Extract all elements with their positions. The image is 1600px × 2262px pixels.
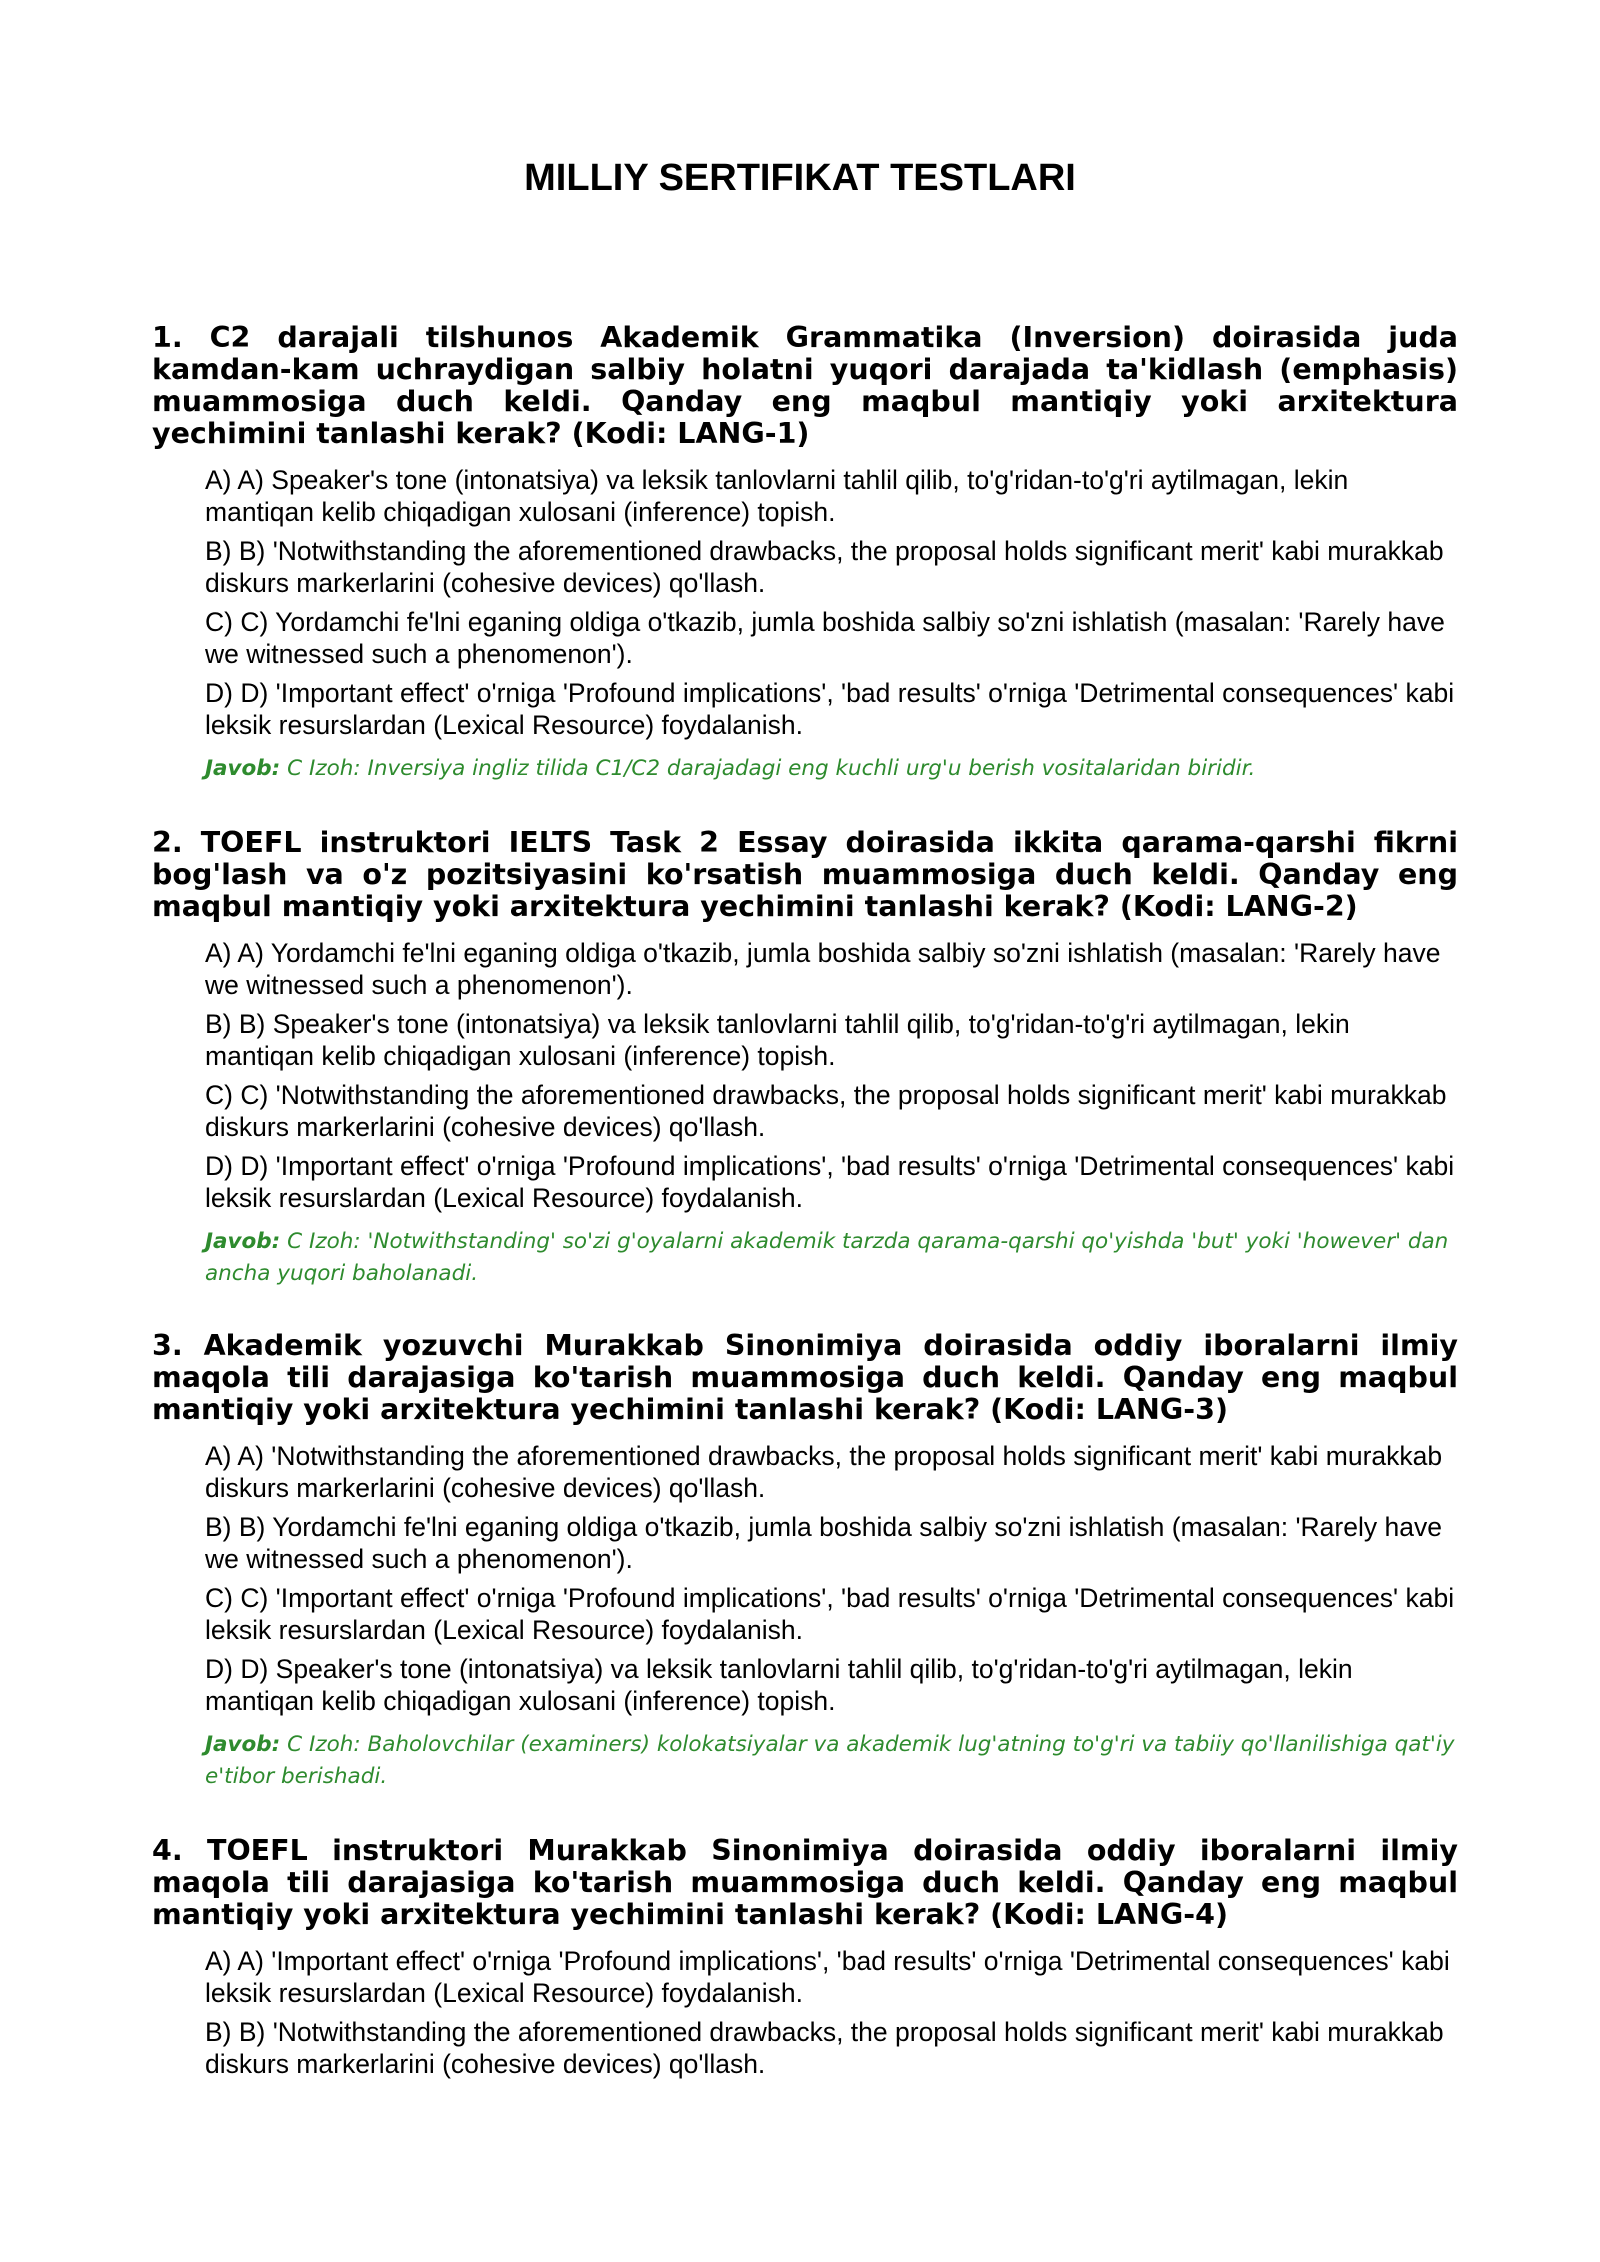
answer-label: Javob: bbox=[205, 756, 281, 781]
option-c: C) C) 'Important effect' o'rniga 'Profound implications', 'bad results' o'rniga 'Detrimental consequences' kabi leksik resurslardan (Lexical Resource) foydalanish. bbox=[205, 1583, 1455, 1645]
answer-label: Javob: bbox=[205, 1732, 281, 1757]
option-a: A) A) 'Important effect' o'rniga 'Profound implications', 'bad results' o'rniga 'Detrimental consequences' kabi leksik resurslardan (Lexical Resource) foydalanish. bbox=[205, 1946, 1450, 2008]
question-2 bbox=[152, 827, 1458, 1290]
option-c: C) C) Yordamchi fe'lni eganing oldiga o'tkazib, jumla boshida salbiy so'zni ishlatish (masalan: 'Rarely have we witnessed such a phenomenon'). bbox=[205, 607, 1445, 669]
answer-label: Javob: bbox=[205, 1229, 281, 1254]
answer-note bbox=[205, 753, 1458, 785]
question-4 bbox=[152, 1835, 1458, 2087]
option-b: B) B) Speaker's tone (intonatsiya) va leksik tanlovlarni tahlil qilib, to'g'ridan-to'g'ri aytilmagan, lekin mantiqan kelib chiqadigan xulosani (inference) topish. bbox=[205, 1009, 1350, 1071]
question-3 bbox=[152, 1330, 1458, 1793]
question-text: 4. TOEFL instruktori Murakkab Sinonimiya doirasida oddiy iboralarni ilmiy maqola tili darajasiga ko'tarish muammosiga duch keldi. Qanday eng maqbul mantiqiy yoki arxitektura yechimini tanlashi kerak? (Kodi: LANG-4) bbox=[152, 1834, 1458, 1931]
answer-text: C Izoh: Inversiya ingliz tilida C1/C2 darajadagi eng kuchli urg'u berish vositalaridan biridir. bbox=[287, 756, 1256, 781]
question-text: 1. C2 darajali tilshunos Akademik Grammatika (Inversion) doirasida juda kamdan-kam uchraydigan salbiy holatni yuqori darajada ta'kidlash (emphasis) muammosiga duch keldi. Qanday eng maqbul mantiqiy yoki arxitektura yechimini tanlashi kerak? (Kodi: LANG-1) bbox=[152, 321, 1458, 450]
answer-text: C Izoh: 'Notwithstanding' so'zi g'oyalarni akademik tarzda qarama-qarshi qo'yishda 'but' yoki 'however' dan ancha yuqori baholanadi. bbox=[205, 1229, 1449, 1286]
answer-note bbox=[205, 1729, 1458, 1793]
option-d: D) D) 'Important effect' o'rniga 'Profound implications', 'bad results' o'rniga 'Detrimental consequences' kabi leksik resurslardan (Lexical Resource) foydalanish. bbox=[205, 1151, 1455, 1213]
option-c: C) C) 'Notwithstanding the aforementioned drawbacks, the proposal holds significant merit' kabi murakkab diskurs markerlarini (cohesive devices) qo'llash. bbox=[205, 1080, 1447, 1142]
option-a: A) A) Speaker's tone (intonatsiya) va leksik tanlovlarni tahlil qilib, to'g'ridan-to'g'ri aytilmagan, lekin mantiqan kelib chiqadigan xulosani (inference) topish. bbox=[205, 465, 1349, 527]
option-d: D) D) Speaker's tone (intonatsiya) va leksik tanlovlarni tahlil qilib, to'g'ridan-to'g'ri aytilmagan, lekin mantiqan kelib chiqadigan xulosani (inference) topish. bbox=[205, 1654, 1353, 1716]
option-a: A) A) 'Notwithstanding the aforementioned drawbacks, the proposal holds significant merit' kabi murakkab diskurs markerlarini (cohesive devices) qo'llash. bbox=[205, 1441, 1443, 1503]
question-1 bbox=[152, 322, 1458, 785]
option-b: B) B) 'Notwithstanding the aforementioned drawbacks, the proposal holds significant merit' kabi murakkab diskurs markerlarini (cohesive devices) qo'llash. bbox=[205, 2017, 1444, 2079]
answer-text: C Izoh: Baholovchilar (examiners) kolokatsiyalar va akademik lug'atning to'g'ri va tabiiy qo'llanilishiga qat'iy e'tibor berishadi. bbox=[205, 1732, 1455, 1789]
option-a: A) A) Yordamchi fe'lni eganing oldiga o'tkazib, jumla boshida salbiy so'zni ishlatish (masalan: 'Rarely have we witnessed such a phenomenon'). bbox=[205, 938, 1441, 1000]
option-b: B) B) 'Notwithstanding the aforementioned drawbacks, the proposal holds significant merit' kabi murakkab diskurs markerlarini (cohesive devices) qo'llash. bbox=[205, 536, 1444, 598]
option-d: D) D) 'Important effect' o'rniga 'Profound implications', 'bad results' o'rniga 'Detrimental consequences' kabi leksik resurslardan (Lexical Resource) foydalanish. bbox=[205, 678, 1455, 740]
question-text: 3. Akademik yozuvchi Murakkab Sinonimiya doirasida oddiy iboralarni ilmiy maqola tili darajasiga ko'tarish muammosiga duch keldi. Qanday eng maqbul mantiqiy yoki arxitektura yechimini tanlashi kerak? (Kodi: LANG-3) bbox=[152, 1329, 1458, 1426]
answer-note bbox=[205, 1226, 1458, 1290]
page-title: MILLIY SERTIFIKAT TESTLARI bbox=[524, 157, 1076, 199]
question-text: 2. TOEFL instruktori IELTS Task 2 Essay doirasida ikkita qarama-qarshi fikrni bog'lash va o'z pozitsiyasini ko'rsatish muammosiga duch keldi. Qanday eng maqbul mantiqiy yoki arxitektura yechimini tanlashi kerak? (Kodi: LANG-2) bbox=[152, 826, 1458, 923]
option-b: B) B) Yordamchi fe'lni eganing oldiga o'tkazib, jumla boshida salbiy so'zni ishlatish (masalan: 'Rarely have we witnessed such a phenomenon'). bbox=[205, 1512, 1442, 1574]
